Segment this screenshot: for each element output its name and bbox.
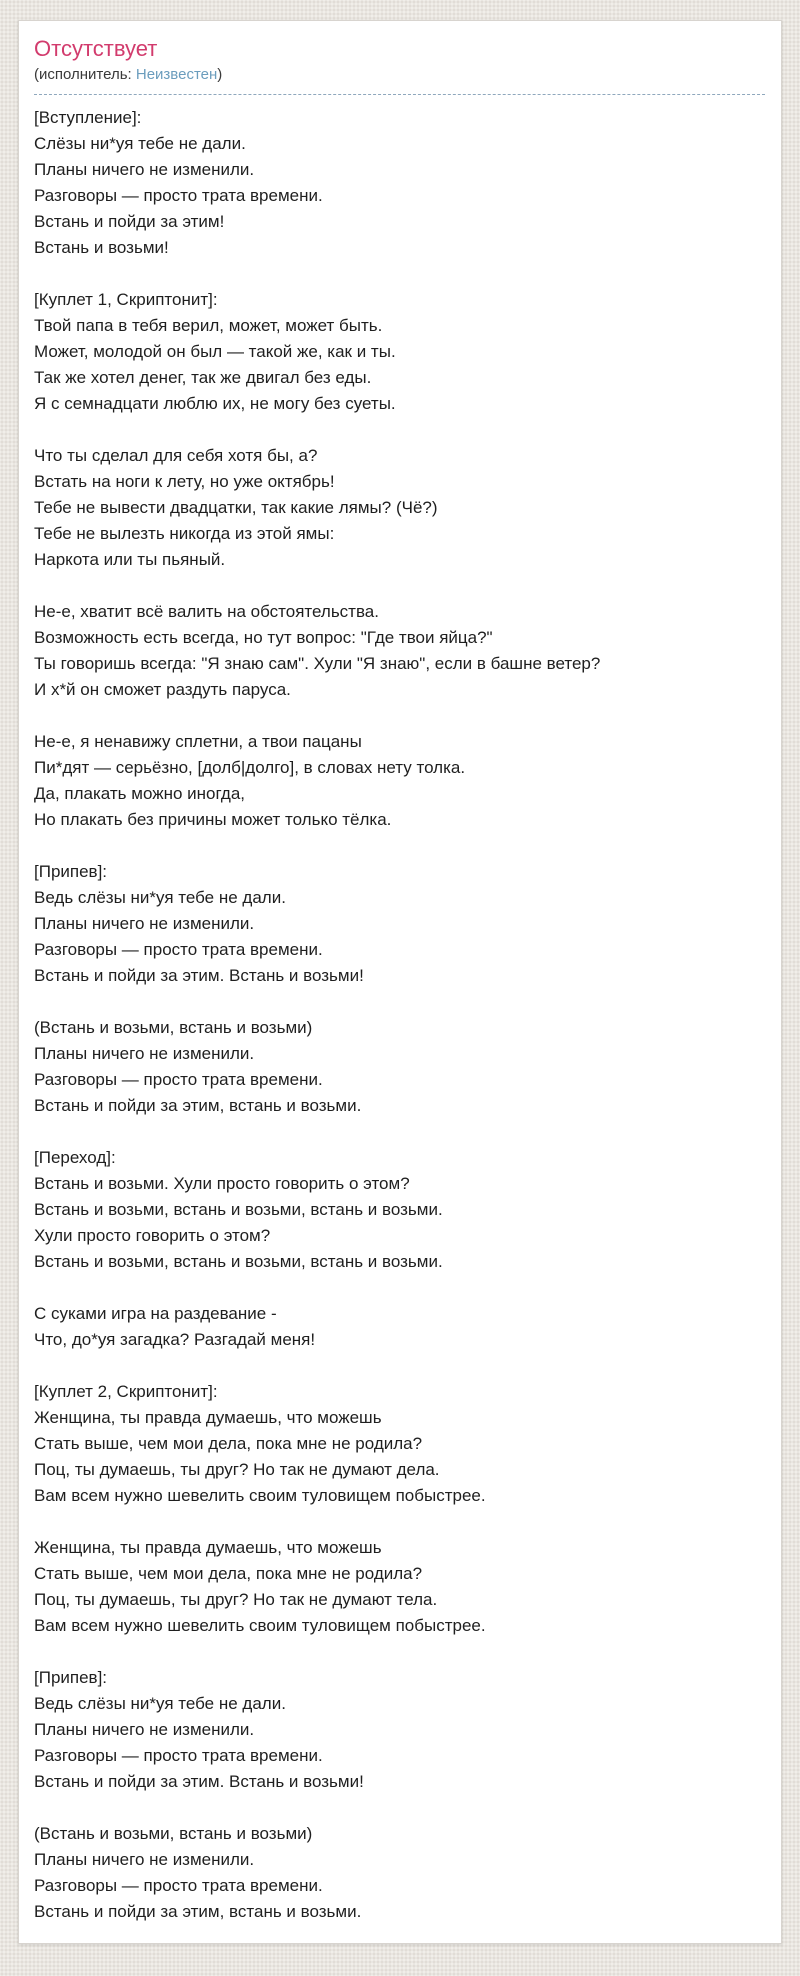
lyric-line: Женщина, ты правда думаешь, что можешь (34, 1538, 382, 1557)
lyric-line: Слёзы ни*уя тебе не дали. (34, 134, 246, 153)
lyric-line: Встань и пойди за этим, встань и возьми. (34, 1096, 362, 1115)
lyric-line: Встань и возьми. Хули просто говорить о этом? (34, 1174, 410, 1193)
lyric-line: Встань и возьми, встань и возьми, встань и возьми. (34, 1200, 443, 1219)
lyric-line: Наркота или ты пьяный. (34, 550, 226, 569)
lyric-line: Не-е, хватит всё валить на обстоятельства. (34, 602, 379, 621)
artist-label-suffix: ) (217, 66, 223, 83)
lyric-line: Разговоры — просто трата времени. (34, 1070, 323, 1089)
lyrics-card (18, 20, 782, 1944)
lyric-line: Ведь слёзы ни*уя тебе не дали. (34, 1694, 286, 1713)
lyrics-text (34, 105, 765, 1925)
lyric-stanza (34, 729, 765, 833)
lyric-line: [Припев]: (34, 1668, 108, 1687)
lyric-line: Стать выше, чем мои дела, пока мне не родила? (34, 1564, 423, 1583)
lyric-line: Твой папа в тебя верил, может, может быть. (34, 316, 383, 335)
lyric-line: Вам всем нужно шевелить своим туловищем побыстрее. (34, 1616, 486, 1635)
lyric-line: Да, плакать можно иногда, (34, 784, 246, 803)
lyric-line: Вам всем нужно шевелить своим туловищем побыстрее. (34, 1486, 486, 1505)
lyric-line: Тебе не вывести двадцатки, так какие лямы? (Чё?) (34, 498, 438, 517)
lyric-line: (Встань и возьми, встань и возьми) (34, 1824, 313, 1843)
lyric-stanza (34, 1145, 765, 1275)
artist-link[interactable]: Неизвестен (135, 66, 218, 83)
lyric-line: Не-е, я ненавижу сплетни, а твои пацаны (34, 732, 362, 751)
lyric-line: Поц, ты думаешь, ты друг? Но так не думают дела. (34, 1460, 440, 1479)
lyric-stanza (34, 599, 765, 703)
lyric-line: Встань и пойди за этим, встань и возьми. (34, 1902, 362, 1921)
lyric-line: Что ты сделал для себя хотя бы, а? (34, 446, 318, 465)
lyric-line: Что, до*уя загадка? Разгадай меня! (34, 1330, 316, 1349)
lyric-line: Планы ничего не изменили. (34, 1850, 255, 1869)
lyric-line: [Куплет 2, Скриптонит]: (34, 1382, 218, 1401)
lyric-line: Встать на ноги к лету, но уже октябрь! (34, 472, 335, 491)
lyric-line: Планы ничего не изменили. (34, 1720, 255, 1739)
lyric-line: Разговоры — просто трата времени. (34, 940, 323, 959)
artist-label-prefix: (исполнитель: (34, 66, 136, 83)
lyric-line: Женщина, ты правда думаешь, что можешь (34, 1408, 382, 1427)
lyric-line: Так же хотел денег, так же двигал без еды. (34, 368, 372, 387)
lyric-line: Ведь слёзы ни*уя тебе не дали. (34, 888, 286, 907)
lyric-stanza (34, 1379, 765, 1509)
page-title: Отсутствует (34, 36, 158, 61)
lyric-stanza (34, 443, 765, 573)
lyric-line: Встань и возьми! (34, 238, 169, 257)
lyric-line: [Припев]: (34, 862, 108, 881)
lyric-stanza (34, 1301, 765, 1353)
lyric-stanza (34, 859, 765, 989)
lyric-stanza (34, 1821, 765, 1925)
lyric-line: Ты говоришь всегда: "Я знаю сам". Хули "Я знаю", если в башне ветер? (34, 654, 601, 673)
lyric-line: (Встань и возьми, встань и возьми) (34, 1018, 313, 1037)
lyric-line: [Вступление]: (34, 108, 142, 127)
lyric-line: Хули просто говорить о этом? (34, 1226, 271, 1245)
lyric-line: Может, молодой он был — такой же, как и ты. (34, 342, 396, 361)
lyric-stanza (34, 1015, 765, 1119)
lyric-line: Встань и возьми, встань и возьми, встань и возьми. (34, 1252, 443, 1271)
lyric-line: Я с семнадцати люблю их, не могу без суеты. (34, 394, 396, 413)
lyric-line: Встань и пойди за этим. Встань и возьми! (34, 1772, 364, 1791)
artist-line (34, 65, 765, 84)
lyric-line: Но плакать без причины может только тёлка. (34, 810, 392, 829)
lyric-line: Пи*дят — серьёзно, [долб|долго], в словах нету толка. (34, 758, 466, 777)
lyric-line: Разговоры — просто трата времени. (34, 186, 323, 205)
lyric-line: Тебе не вылезть никогда из этой ямы: (34, 524, 335, 543)
lyric-line: [Куплет 1, Скриптонит]: (34, 290, 218, 309)
lyric-stanza (34, 1535, 765, 1639)
lyric-stanza (34, 1665, 765, 1795)
lyric-stanza (34, 287, 765, 417)
lyric-line: Встань и пойди за этим. Встань и возьми! (34, 966, 364, 985)
lyric-line: С суками игра на раздевание - (34, 1304, 277, 1323)
lyric-line: Разговоры — просто трата времени. (34, 1746, 323, 1765)
lyric-line: [Переход]: (34, 1148, 116, 1167)
lyric-line: Встань и пойди за этим! (34, 212, 225, 231)
lyric-stanza (34, 105, 765, 261)
lyric-line: Планы ничего не изменили. (34, 1044, 255, 1063)
lyric-line: Возможность есть всегда, но тут вопрос: "Где твои яйца?" (34, 628, 493, 647)
lyric-line: Поц, ты думаешь, ты друг? Но так не думают тела. (34, 1590, 438, 1609)
lyric-line: И х*й он сможет раздуть паруса. (34, 680, 291, 699)
song-header (34, 36, 765, 95)
lyric-line: Разговоры — просто трата времени. (34, 1876, 323, 1895)
lyric-line: Стать выше, чем мои дела, пока мне не родила? (34, 1434, 423, 1453)
lyric-line: Планы ничего не изменили. (34, 160, 255, 179)
lyric-line: Планы ничего не изменили. (34, 914, 255, 933)
